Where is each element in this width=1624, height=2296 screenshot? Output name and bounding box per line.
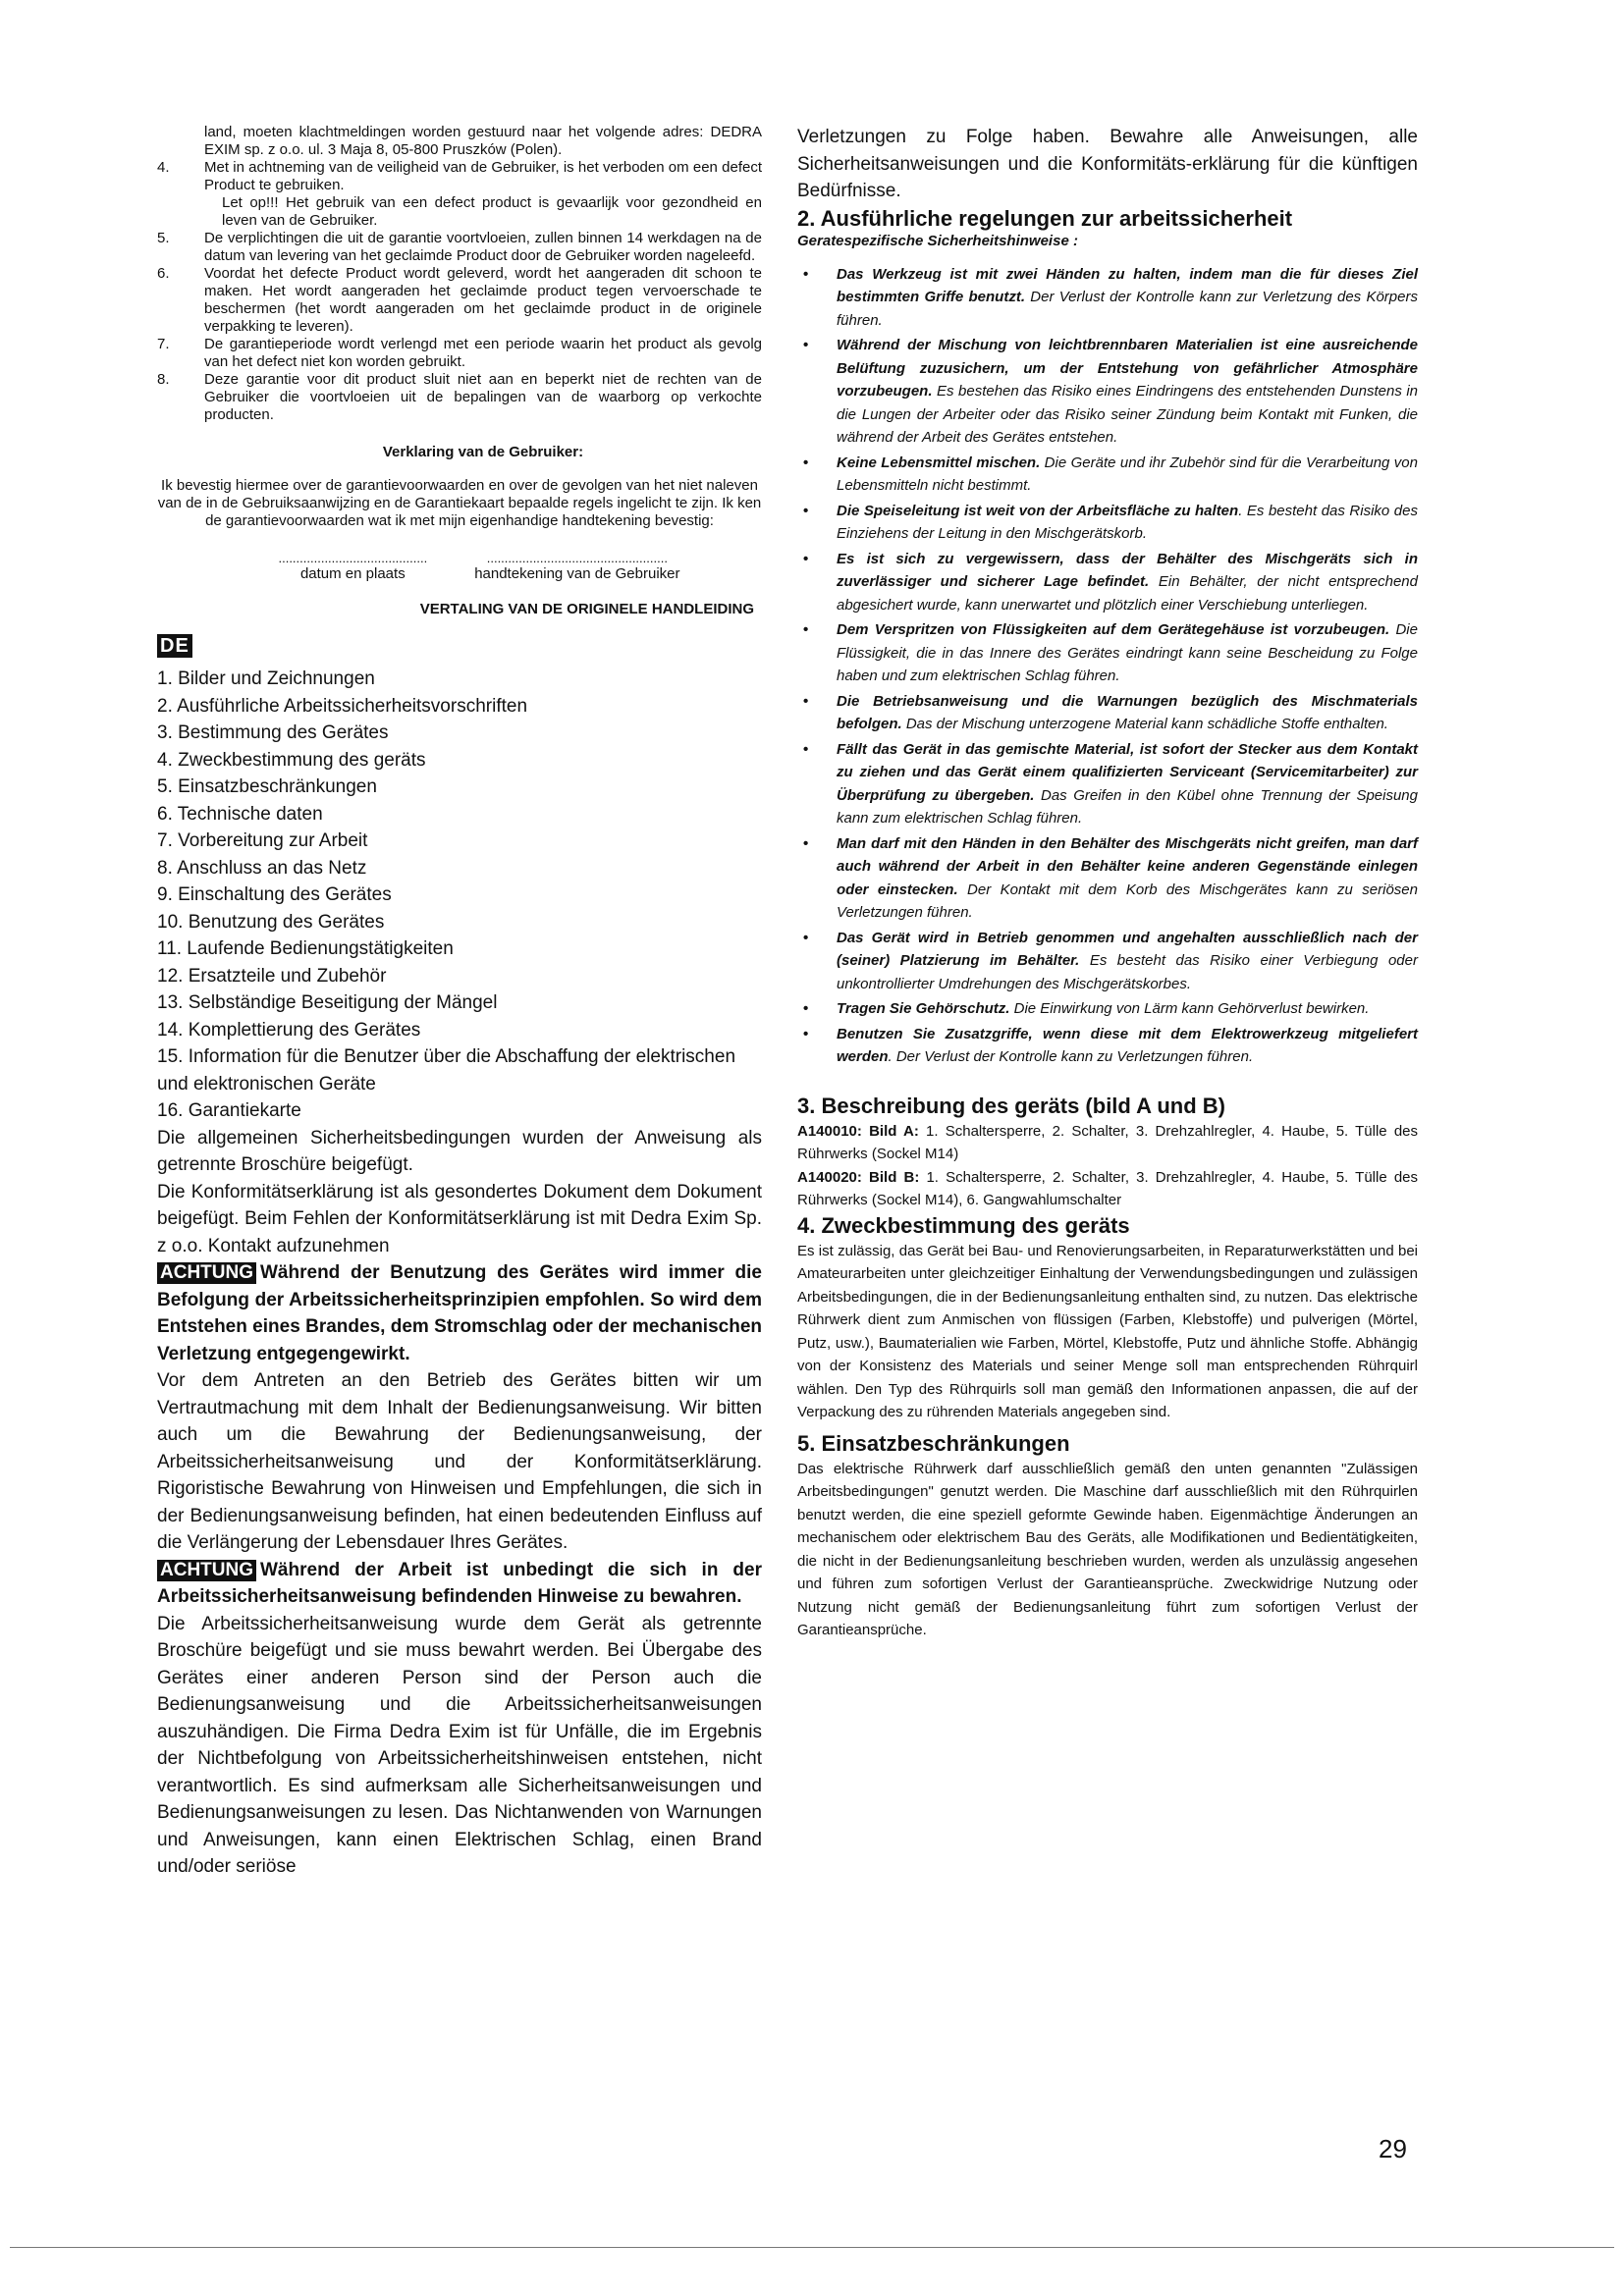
warning-paragraph-2 [157, 1557, 762, 1611]
warranty-item-text: De verplichtingen die uit de garantie voortvloeien, zullen binnen 14 werkdagen na de datum van levering van het geclaimde Product door de Gebruiker worden nageleefd. [204, 230, 762, 264]
section-4-text: Es ist zulässig, das Gerät bei Bau- und Renovierungsarbeiten, in Reparaturwerkstätten und bei Amateurarbeiten unter gleichzeitiger Einhaltung der Verwendungsbedingungen und zulässigen Arbeitsbedingungen, die in der Bedienungsanleitung enthalten sind, zu nutzen. Das elektrische Rührwerk dient zum Anmischen von flüssigen (Farben, Klebstoffe) und pulverigen (Mörtel, Putz, usw.), Baumaterialien wie Farben, Mörtel, Klebstoffe, Putz und ähnliche Stoffe. Abhängig von der Konsistenz des Materials und seiner Menge soll man entsprechenden Rührquirl wählen. Den Typ des Rührquirls soll man gemäß den Informationen anpassen, die auf der Verpackung des zu rührenden Materials angegeben sind. [797, 1242, 1418, 1420]
warranty-item-body: Met in achtneming van de veiligheid van de Gebruiker, is het verboden om een defect Product te gebruiken. [204, 159, 762, 193]
bullet-lead: Es ist sich zu vergewissern, dass der Behälter des Mischgeräts sich in zuverlässiger und sicherer Lage befindet. [837, 550, 1418, 590]
warranty-item [157, 336, 762, 371]
bullet-rest: . Der Verlust der Kontrolle kann zu Verletzungen führen. [888, 1048, 1254, 1065]
model-a-label: A140010: Bild A: [797, 1122, 919, 1140]
warranty-item [157, 265, 762, 336]
toc-item: 15. Information für die Benutzer über die Abschaffung der elektrischen und elektronischen Geräte [157, 1046, 736, 1095]
safety-bullet [797, 618, 1418, 688]
toc-item: 5. Einsatzbeschränkungen [157, 776, 377, 797]
warning-paragraph-1 [157, 1259, 762, 1367]
warranty-item-number: 5. [157, 230, 170, 246]
warranty-item-number: 7. [157, 336, 170, 352]
bullet-rest: Es bestehen das Risiko eines Eindringens des entstehenden Dunstens in die Lungen der Arbeiter oder das Risiko seiner Zündung beim Kontakt mit Funken, die während der Arbeit des Gerätes entstehen. [837, 383, 1418, 446]
bullet-lead: Man darf mit den Händen in den Behälter des Mischgeräts nicht greifen, man darf auch während der Arbeit in den Behälter keine anderen Gegenstände einlegen oder einstecken. [837, 834, 1418, 898]
section-2-subtitle: Geratespezifische Sicherheitshinweise : [797, 232, 1078, 249]
bullet-lead: Das Gerät wird in Betrieb genommen und angehalten ausschließlich nach der (seiner) Platzierung im Behälter. [837, 929, 1418, 969]
warranty-item [157, 159, 762, 230]
declaration-heading: Verklaring van de Gebruiker: [382, 444, 584, 460]
bullet-lead: Während der Mischung von leichtbrennbaren Materialien ist eine ausreichende Belüftung zuzusichern, um der Entstehung von gefährlicher Atmosphäre vorzubeugen. [837, 337, 1418, 400]
model-b-label: A140020: Bild B: [797, 1168, 920, 1186]
bullet-rest: . Es besteht das Risiko des Einziehens der Leitung in den Mischgerätskorb. [837, 502, 1418, 542]
page-number: 29 [1379, 2134, 1407, 2163]
handover-text: Die Arbeitssicherheitsanweisung wurde dem Gerät als getrennte Broschüre beigefügt und sie muss bewahrt werden. Bei Übergabe des Gerätes einer anderen Person sind der Person auch die Bedienungsanweisung und die Arbeitssicherheitsanweisungen auszuhändigen. Die Firma Dedra Exim ist für Unfälle, die im Ergebnis der Nichtbefolgung von Arbeitssicherheitshinweisen entstehen, nicht verantwortlich. Es sind aufmerksam alle Sicherheitsanweisungen und Bedienungsanweisungen zu lesen. Das Nichtanwenden von Warnungen und Anweisungen, kann einen Elektrischen Schlag, einen Brand und/oder seriöse [157, 1613, 762, 1877]
toc-item: 7. Vorbereitung zur Arbeit [157, 830, 368, 851]
toc-item: 12. Ersatzteile und Zubehör [157, 965, 387, 987]
section-4-title: 4. Zweckbestimmung des geräts [797, 1212, 1130, 1238]
warranty-item-note: Let op!!! Het gebruik van een defect product is gevaarlijk voor gezondheid en leven van de Gebruiker. [222, 194, 762, 229]
warranty-item-text [204, 159, 762, 230]
warranty-item-number: 4. [157, 159, 170, 176]
left-column [157, 124, 762, 1881]
safety-bullet [797, 500, 1418, 546]
right-column [797, 124, 1418, 1642]
signature-line: ................................................... [486, 551, 668, 565]
declaration-text: Ik bevestig hiermee over de garantievoorwaarden en over de gevolgen van het niet naleven van de in de Gebruiksaanwijzing en de Garantiekaart bepaalde regels ingelicht te zijn. Ik ken de garantievoorwaarden wat ik met mijn eigenhandige handtekening bevestig: [157, 477, 762, 529]
model-b-parts: 1. Schaltersperre, 2. Schalter, 3. Drehzahlregler, 4. Haube, 5. Tülle des Rührwerks (Sockel M14), 6. Gangwahlumschalter [797, 1168, 1419, 1208]
date-place-label: datum en plaats [299, 565, 406, 582]
warranty-item-text: De garantieperiode wordt verlengd met een periode waarin het product als gevolg van het defect niet kon worden gebruikt. [204, 336, 762, 370]
date-place-line: .......................................... [278, 551, 428, 565]
toc-item: 2. Ausführliche Arbeitssicherheitsvorschriften [157, 695, 528, 717]
toc-item: 10. Benutzung des Gerätes [157, 911, 385, 933]
model-a-parts: 1. Schaltersperre, 2. Schalter, 3. Drehzahlregler, 4. Haube, 5. Tülle des Rührwerks (Sockel M14) [797, 1122, 1419, 1162]
toc-item: 14. Komplettierung des Gerätes [157, 1019, 421, 1041]
before-use-text: Vor dem Antreten an den Betrieb des Gerätes bitten wir um Vertrautmachung mit dem Inhalt der Bedienungsanweisung. Wir bitten auch um die Bewahrung der Bedienungsanweisung, der Arbeitssicherheitsanweisung und der Konformitätserklärung. Rigoristische Bewahrung von Hinweisen und Empfehlungen, die sich in der Bedienungsanweisung befinden, hat einen bedeutenden Einfluss auf die Verlängerung der Lebensdauer Ihres Gerätes. [157, 1370, 762, 1553]
warning-badge: ACHTUNG [157, 1560, 256, 1581]
bullet-rest: Der Kontakt mit dem Korb des Mischgerätes kann zu seriösen Verletzungen führen. [837, 881, 1418, 921]
bullet-rest: Die Geräte und ihr Zubehör sind für die Verarbeitung von Lebensmitteln nicht bestimmt. [837, 454, 1418, 494]
warranty-item-number: 6. [157, 265, 170, 282]
bullet-rest: Ein Behälter, der nicht entsprechend abgesichert wurde, kann unerwartet und plötzlich einer Verschiebung unterliegen. [837, 573, 1418, 614]
translation-note: VERTALING VAN DE ORIGINELE HANDLEIDING [419, 601, 754, 617]
date-place-block [278, 552, 427, 583]
toc-item: 16. Garantiekarte [157, 1100, 301, 1121]
bullet-lead: Benutzen Sie Zusatzgriffe, wenn diese mit dem Elektrowerkzeug mitgeliefert werden [837, 1025, 1418, 1065]
safety-bullet [797, 832, 1418, 925]
safety-bullet [797, 738, 1418, 830]
bullet-rest: Der Verlust der Kontrolle kann zur Verletzung des Körpers führen. [837, 289, 1418, 329]
signature-block [474, 552, 679, 583]
section-2-title: 2. Ausführliche regelungen zur arbeitssicherheit [797, 205, 1293, 231]
safety-bullet [797, 927, 1418, 996]
toc-item: 6. Technische daten [157, 803, 323, 825]
safety-bullet [797, 334, 1418, 450]
signature-label: handtekening van de Gebruiker [474, 565, 680, 582]
bullet-lead: Die Speiseleitung ist weit von der Arbeitsfläche zu halten [837, 502, 1239, 519]
bullet-lead: Dem Verspritzen von Flüssigkeiten auf dem Gerätegehäuse ist vorzubeugen. [837, 621, 1390, 638]
safety-bullet [797, 997, 1418, 1021]
safety-brochure-text: Die allgemeinen Sicherheitsbedingungen wurden der Anweisung als getrennte Broschüre beigefügt. [157, 1127, 762, 1175]
bullet-rest: Das Greifen in den Kübel ohne Trennung der Speisung kann zum elektrischen Schlag führen. [837, 786, 1418, 827]
language-badge-de: DE [157, 634, 192, 658]
dutch-warranty-section [157, 124, 762, 618]
safety-bullet [797, 263, 1418, 333]
warning-text: Während der Benutzung des Gerätes wird immer die Befolgung der Arbeitssicherheitsprinzipien empfohlen. So wird dem Entstehen eines Brandes, dem Stromschlag oder der mechanischen Verletzung entgegengewirkt. [157, 1262, 762, 1364]
table-of-contents [157, 666, 762, 1125]
toc-item: 3. Bestimmung des Gerätes [157, 722, 389, 743]
footer-divider [10, 2247, 1614, 2248]
warranty-item-number: 8. [157, 371, 170, 388]
german-section [157, 666, 762, 1881]
continued-text: Verletzungen zu Folge haben. Bewahre alle Anweisungen, alle Sicherheitsanweisungen und die Konformitäts-erklärung für die künftigen Bedürfnisse. [797, 127, 1418, 201]
warranty-item-text: Deze garantie voor dit product sluit niet aan en beperkt niet de rechten van de Gebruiker die voortvloeien uit de bepalingen van de waarborg op verkochte producten. [204, 371, 762, 423]
warning-text: Während der Arbeit ist unbedingt die sich in der Arbeitssicherheitsanweisung befindenden Hinweise zu bewahren. [157, 1559, 762, 1607]
model-b-description [797, 1166, 1418, 1212]
safety-bullet [797, 548, 1418, 617]
bullet-lead: Die Betriebsanweisung und die Warnungen bezüglich des Mischmaterials befolgen. [837, 692, 1418, 732]
toc-item: 1. Bilder und Zeichnungen [157, 668, 375, 689]
bullet-lead: Fällt das Gerät in das gemischte Material, ist sofort der Stecker aus dem Kontakt zu ziehen und das Gerät einem qualifizierten Serviceant (Servicemitarbeiter) zur Überprüfung zu übergeben. [837, 740, 1418, 804]
bullet-rest: Die Einwirkung von Lärm kann Gehörverlust bewirken. [1009, 1000, 1370, 1017]
section-3-title: 3. Beschreibung des geräts (bild A und B) [797, 1093, 1225, 1118]
warranty-item [157, 371, 762, 424]
warranty-item-text: Voordat het defecte Product wordt geleverd, wordt het aangeraden dit schoon te maken. Het wordt aangeraden het geclaimde product tegen vervoerschade te beschermen (het wordt aangeraden om het geclaimde product in de originele verpakking te leveren). [204, 265, 762, 335]
section-5-title: 5. Einsatzbeschränkungen [797, 1430, 1070, 1456]
conformity-text: Die Konformitätserklärung ist als gesondertes Dokument dem Dokument beigefügt. Beim Fehlen der Konformitätserklärung ist mit Dedra Exim Sp. z o.o. Kontakt aufzunehmen [157, 1181, 762, 1256]
bullet-lead: Keine Lebensmittel mischen. [837, 454, 1041, 471]
warranty-item [157, 230, 762, 265]
section-5-text: Das elektrische Rührwerk darf ausschließlich gemäß den unten genannten "Zulässigen Arbeitsbedingungen" genutzt werden. Die Maschine darf ausschließlich mit den Rührquirlen benutzt werden, die eine speziell geformte Gewinde haben. Eigenmächtige Änderungen an mechanischem oder elektrischem Bau des Geräts, alle Modifikationen und Bedientätigkeiten, die nicht in der Bedienungsanleitung beschrieben wurden, werden als unzulässig angesehen und führen zum sofortigen Verlust der Garantieansprüche. Zweckwidrige Nutzung oder Nutzung nicht gemäß der Bedienungsanleitung führt zum sofortigen Verlust der Garantieansprüche. [797, 1460, 1418, 1638]
safety-bullet [797, 452, 1418, 498]
toc-item: 11. Laufende Bedienungstätigkeiten [157, 938, 454, 959]
bullet-lead: Tragen Sie Gehörschutz. [837, 1000, 1010, 1017]
toc-item: 9. Einschaltung des Gerätes [157, 884, 392, 905]
signature-row [157, 552, 762, 583]
bullet-rest: Die Flüssigkeit, die in das Innere des Gerätes eindringt kann seine Bescheidung zu Folge haben und zum elektrischen Schlag führen. [837, 621, 1418, 684]
warning-badge: ACHTUNG [157, 1262, 256, 1284]
toc-item: 8. Anschluss an das Netz [157, 857, 367, 879]
safety-bullet-list [797, 263, 1418, 1069]
safety-bullet [797, 1023, 1418, 1069]
warranty-intro-text: land, moeten klachtmeldingen worden gestuurd naar het volgende adres: DEDRA EXIM sp. z o.o. ul. 3 Maja 8, 05-800 Pruszków (Polen). [204, 124, 762, 158]
model-a-description [797, 1120, 1418, 1166]
bullet-rest: Das der Mischung unterzogene Material kann schädliche Stoffe enthalten. [901, 716, 1388, 732]
bullet-lead: Das Werkzeug ist mit zwei Händen zu halten, indem man die für dieses Ziel bestimmten Griffe benutzt. [837, 265, 1418, 305]
bullet-rest: Es besteht das Risiko einer Verbiegung oder unkontrollierter Umdrehungen des Mischgerätskorbes. [837, 952, 1418, 992]
safety-bullet [797, 690, 1418, 736]
toc-item: 13. Selbständige Beseitigung der Mängel [157, 992, 498, 1013]
toc-item: 4. Zweckbestimmung des geräts [157, 749, 426, 771]
